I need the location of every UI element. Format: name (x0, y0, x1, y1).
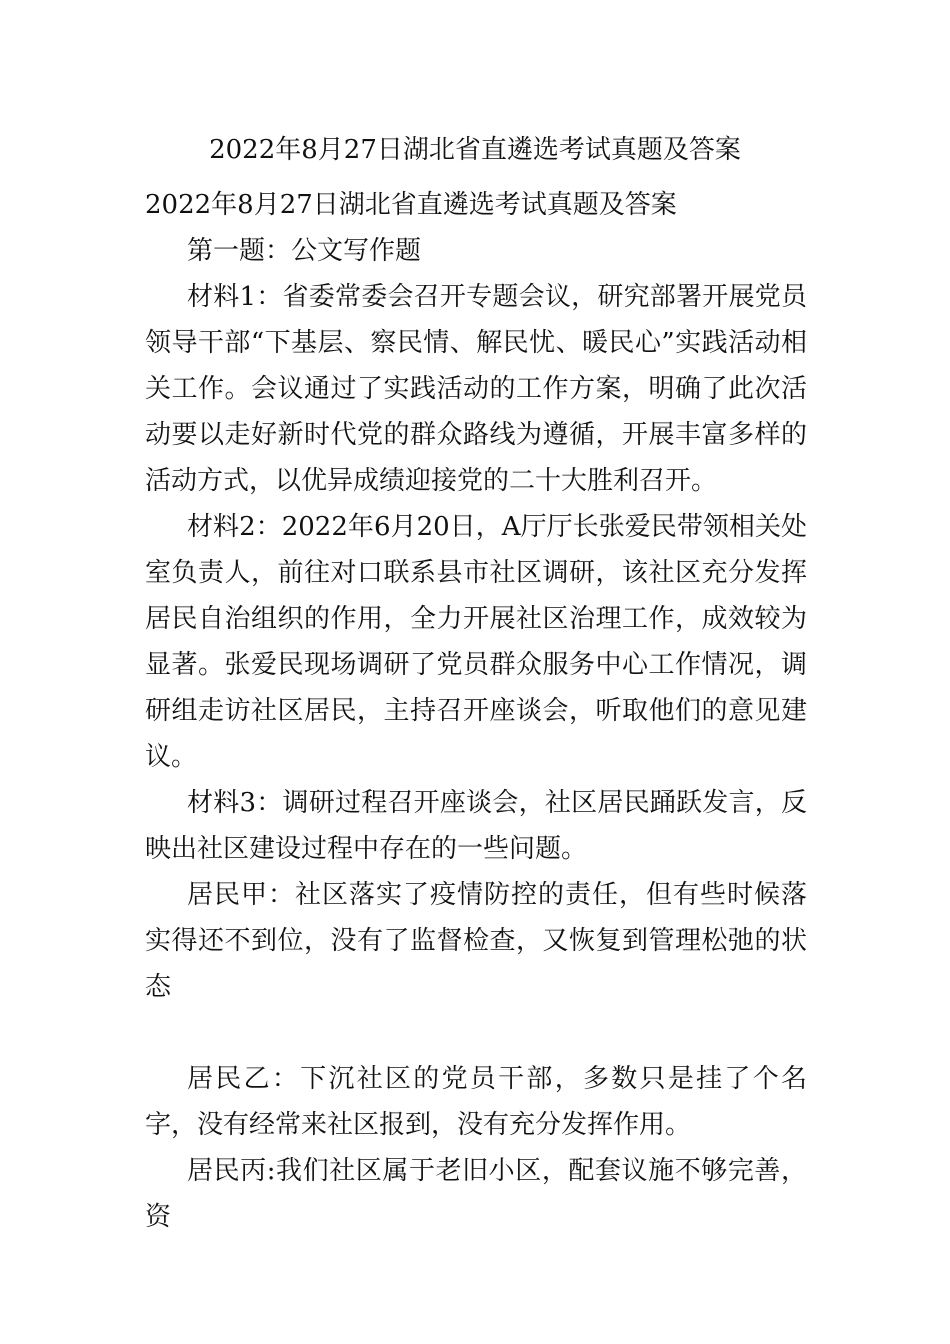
document-body (145, 182, 807, 1240)
resident-c-paragraph: 居民丙:我们社区属于老旧小区，配套议施不够完善，资 (145, 1156, 807, 1232)
document-title: 2022年8月27日湖北省直遴选考试真题及答案 (209, 135, 741, 165)
resident-b-paragraph: 居民乙：下沉社区的党员干部，多数只是挂了个名字，没有经常来社区报到，没有充分发挥作用。 (145, 1064, 807, 1140)
blank-line (145, 1010, 807, 1056)
section-heading: 第一题：公文写作题 (187, 236, 422, 266)
material-3-paragraph: 材料3：调研过程召开座谈会，社区居民踊跃发言，反映出社区建设过程中存在的一些问题。 (145, 788, 807, 864)
material-1-paragraph: 材料1：省委常委会召开专题会议，研究部署开展党员领导干部“下基层、察民情、解民忧、暖民心”实践活动相关工作。会议通过了实践活动的工作方案，明确了此次活动要以走好新时代党的群众路线为遵循，开展丰富多样的活动方式，以优异成绩迎接党的二十大胜利召开。 (145, 282, 807, 496)
resident-a-paragraph: 居民甲：社区落实了疫情防控的责任，但有些时候落实得还不到位，没有了监督检查，又恢复到管理松弛的状态 (145, 880, 807, 1002)
material-2-paragraph: 材料2：2022年6月20日，A厅厅长张爱民带领相关处室负责人，前往对口联系县市社区调研，该社区充分发挥居民自治组织的作用，全力开展社区治理工作，成效较为显著。张爱民现场调研了党员群众服务中心工作情况，调研组走访社区居民，主持召开座谈会，听取他们的意见建议。 (145, 512, 807, 772)
subtitle-line: 2022年8月27日湖北省直遴选考试真题及答案 (145, 190, 677, 220)
